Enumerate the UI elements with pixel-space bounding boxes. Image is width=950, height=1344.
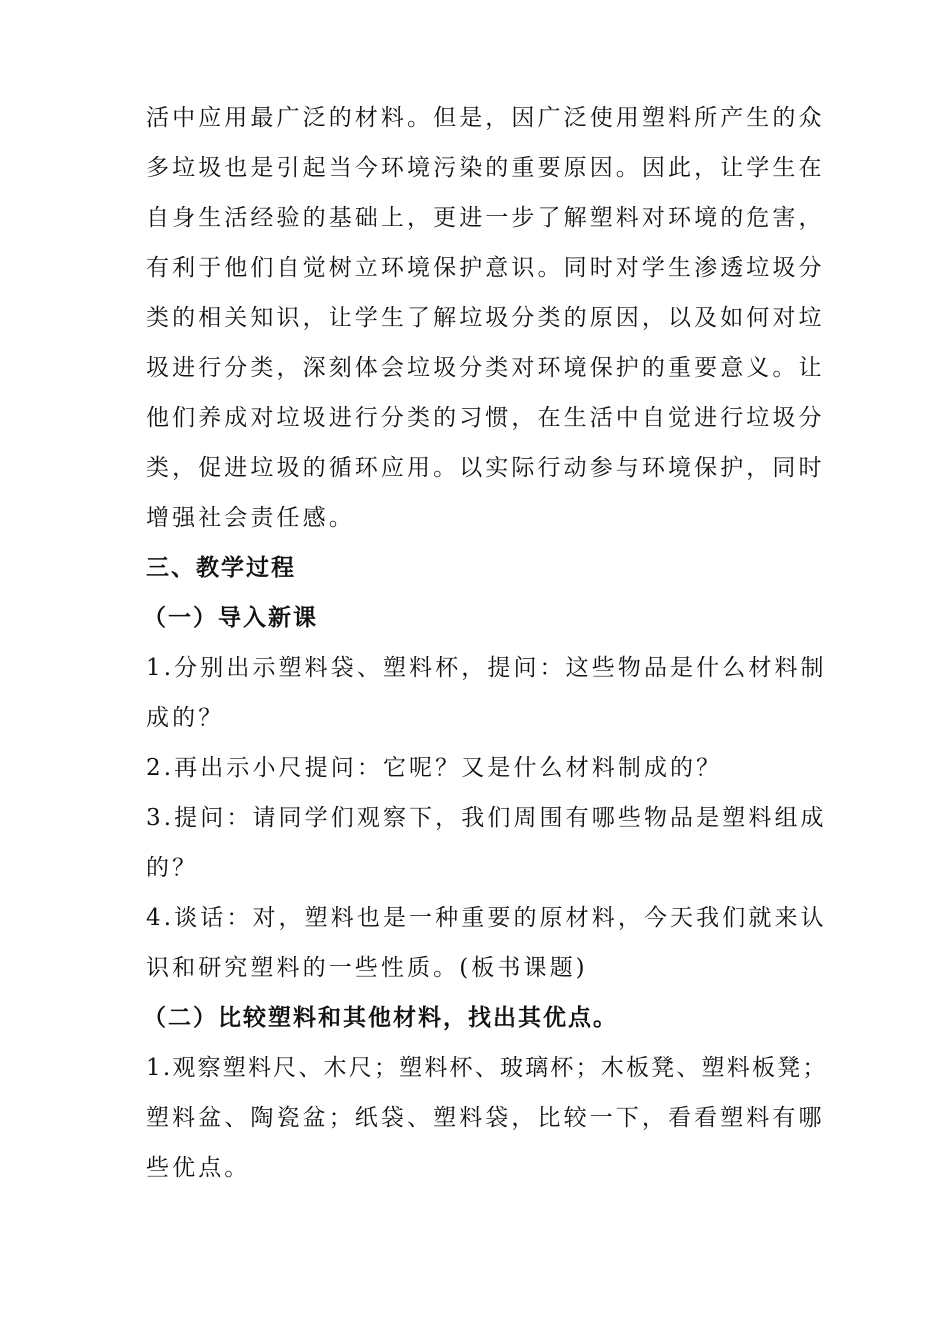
part2-heading: （二）比较塑料和其他材料，找出其优点。 bbox=[143, 1005, 618, 1031]
list-item: 2.再出示小尺提问：它呢？又是什么材料制成的？ bbox=[146, 755, 723, 781]
list-item-continuation: 成的？ bbox=[146, 705, 225, 731]
paragraph-line: 多垃圾也是引起当今环境污染的重要原因。因此，让学生在 bbox=[146, 155, 825, 181]
list-item: 1.分别出示塑料袋、塑料杯，提问：这些物品是什么材料制 bbox=[146, 655, 827, 681]
part1-heading: （一）导入新课 bbox=[143, 605, 318, 631]
list-item: 1.观察塑料尺、木尺；塑料杯、玻璃杯；木板凳、塑料板凳； bbox=[146, 1055, 828, 1081]
list-item-continuation: 些优点。 bbox=[146, 1155, 251, 1181]
list-item-continuation: 塑料盆、陶瓷盆；纸袋、塑料袋，比较一下，看看塑料有哪 bbox=[146, 1105, 825, 1131]
paragraph-line: 有利于他们自觉树立环境保护意识。同时对学生渗透垃圾分 bbox=[146, 255, 825, 281]
list-item-continuation: 的？ bbox=[146, 855, 199, 881]
list-item-continuation: 识和研究塑料的一些性质。(板书课题) bbox=[146, 955, 588, 981]
paragraph-line: 自身生活经验的基础上，更进一步了解塑料对环境的危害， bbox=[146, 205, 825, 231]
paragraph-line: 活中应用最广泛的材料。但是，因广泛使用塑料所产生的众 bbox=[146, 105, 825, 131]
paragraph-line: 类，促进垃圾的循环应用。以实际行动参与环境保护，同时 bbox=[146, 455, 825, 481]
list-item: 4.谈话：对，塑料也是一种重要的原材料，今天我们就来认 bbox=[146, 905, 827, 931]
list-item: 3.提问：请同学们观察下，我们周围有哪些物品是塑料组成 bbox=[146, 805, 827, 831]
section-heading: 三、教学过程 bbox=[146, 555, 296, 581]
paragraph-line: 类的相关知识，让学生了解垃圾分类的原因，以及如何对垃 bbox=[146, 305, 825, 331]
paragraph-line: 圾进行分类，深刻体会垃圾分类对环境保护的重要意义。让 bbox=[146, 355, 825, 381]
paragraph-line: 他们养成对垃圾进行分类的习惯，在生活中自觉进行垃圾分 bbox=[146, 405, 825, 431]
paragraph-line: 增强社会责任感。 bbox=[146, 505, 355, 531]
